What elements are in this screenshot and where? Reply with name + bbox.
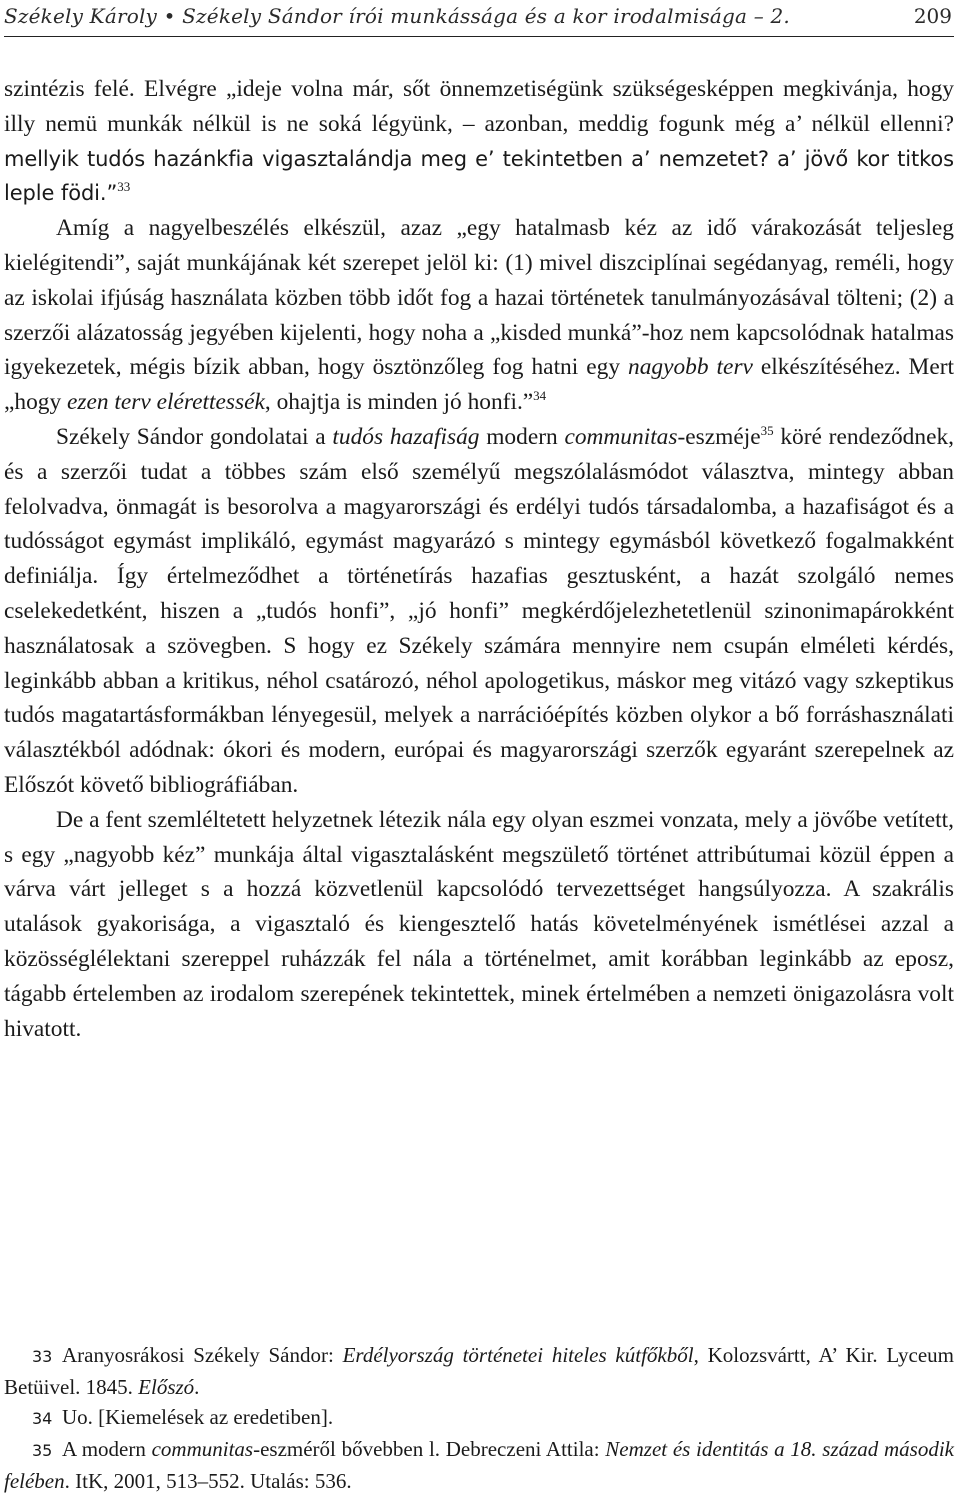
footnote-33 <box>4 1340 954 1402</box>
footnote-33-italic-2: Előszó <box>138 1375 195 1399</box>
paragraph-3 <box>4 420 954 803</box>
footnote-35-text-a: A modern <box>62 1437 152 1461</box>
page-number: 209 <box>913 4 952 28</box>
paragraph-2-italic-2: ezen terv elérettessék <box>67 389 265 416</box>
paragraph-1-text: szintézis felé. Elvégre „ideje volna már, sőt önnemzetiségünk szükségesképpen megkivánja, hogy illy nemü munkák nélkül is ne soká légyünk, – azonban, meddig fogunk még a’ nélkül ellenni? <box>4 76 954 137</box>
footnote-35-italic-1: communitas <box>151 1437 254 1461</box>
footnote-number: 35 <box>32 1441 53 1460</box>
footnotes <box>4 1340 954 1496</box>
footnote-ref-33[interactable]: 33 <box>117 179 131 195</box>
paragraph-4: De a fent szemléltetett helyzetnek létezik nála egy olyan eszmei vonzata, mely a jövőbe vetített, s egy „nagyobb kéz” munkája által vigasztalásként megszülető történet attribútumai közül éppen a várva várt jelleget s a hozzá közvetlenül kapcsolódó tervezettséget hangsúlyozza. A szakrális utalások gyakorisága, a vigasztaló és kiengesztelő hatás követelményének ismétlései azzal a közösséglélektani szereppel ruházzák fel nála a történelmet, amit korábban leginkább az eposz, tágabb értelemben az irodalom szerepének tekintettek, minek értelmében a nemzeti önigazolásra volt hivatott. <box>4 806 954 1042</box>
running-title: Székely Károly • Székely Sándor írói munkássága és a kor irodalmisága – 2. <box>4 4 790 28</box>
paragraph-3-italic-1: tudós hazafiság <box>332 423 480 450</box>
main-text <box>4 72 954 1046</box>
footnote-33-text-c: . <box>194 1375 200 1399</box>
paragraph-3-text-d: köré rendeződnek, és a szerzői tudat a többes szám első személyű megszólalásmódot választva, mintegy abban felolvadva, önmagát is besorolva a magyarországi és erdélyi tudós társadalomba, a hazafiságot és a tudósságot egymást implikáló, egymást magyarázó s mintegy egymásból következő fogalmakként definiálja. Így értelmeződhet a történetírás hazafias gesztusként, a hazát szolgáló nemes cselekedetként, hiszen a „tudós honfi”, „jó honfi” megkérdőjelezhetetlenül szinonimapárokként használatosak a szövegben. S hogy ez Székely számára mennyire nem csupán elméleti kérdés, leginkább abban a kritikus, néhol csatározó, néhol apologetikus, máskor meg vitázó vagy szkeptikus tudós magatartásformákban lényegesül, melyek a narrációépítés közben olykor a bő forráshasználati választékból adódnak: ókori és modern, európai és magyarországi szerzők egyaránt szerepelnek az Előszót követő bibliográfiában. <box>4 423 954 798</box>
paragraph-2-text-b: elkészítéséhez. Mert „hogy <box>4 354 954 416</box>
paragraph-2-italic-1: nagyobb terv <box>628 354 753 381</box>
footnote-ref-34[interactable]: 34 <box>533 388 547 404</box>
header-rule <box>4 36 954 37</box>
paragraph-2 <box>4 211 954 420</box>
footnote-35-text-b: -eszméről bővebben l. Debreczeni Attila: <box>253 1437 606 1461</box>
footnote-33-text-a: Aranyosrákosi Székely Sándor: <box>62 1343 343 1367</box>
footnote-number: 34 <box>32 1409 53 1428</box>
footnote-35 <box>4 1434 954 1496</box>
paragraph-3-text-c: -eszméje <box>677 423 761 450</box>
footnote-33-italic-1: Erdélyország történetei hiteles kútfőkből <box>342 1343 694 1367</box>
paragraph-3-text-b: modern <box>479 423 565 450</box>
paragraph-2-text-c: , ohajtja is minden jó honfi.” <box>264 389 534 416</box>
footnote-34-text: Uo. [Kiemelések az eredetiben]. <box>62 1405 334 1429</box>
paragraph-3-text-a: Székely Sándor gondolatai a <box>56 423 333 450</box>
footnote-35-italic-2: Nemzet és identitás a 18. század második felében <box>4 1437 955 1493</box>
paragraph-1 <box>4 72 954 211</box>
paragraph-1-quote: mellyik tudós hazánkfia vigasztalándja meg e’ tekintetben a’ nemzetet? a’ jövő kor titkos leple födi.” <box>4 146 954 206</box>
footnote-33-text-b: , Kolozsvártt, A’ Kir. Lyceum Betüivel. 1845. <box>4 1343 955 1399</box>
paragraph-3-italic-2: communitas <box>564 423 678 450</box>
running-header <box>4 0 954 38</box>
footnote-ref-35[interactable]: 35 <box>760 423 774 439</box>
footnote-35-text-c: . ItK, 2001, 513–552. Utalás: 536. <box>64 1469 352 1493</box>
footnote-34 <box>4 1402 954 1434</box>
footnote-number: 33 <box>32 1347 53 1366</box>
paragraph-2-text-a: Amíg a nagyelbeszélés elkészül, azaz „egy hatalmasb kéz az idő várakozását teljesleg kielégitendi”, saját munkájának két szerepet jelöl ki: (1) mivel diszciplínai segédanyag, reméli, hogy az iskolai ifjúság használata közben több időt fog a hazai történetek tanulmányozásával tölteni; (2) a szerzői alázatosság jegyében kijelenti, hogy noha a „kisded munká”-hoz nem kapcsolódnak hatalmas igyekezetek, mégis bízik abban, hogy ösztönzőleg fog hatni egy <box>4 215 954 381</box>
